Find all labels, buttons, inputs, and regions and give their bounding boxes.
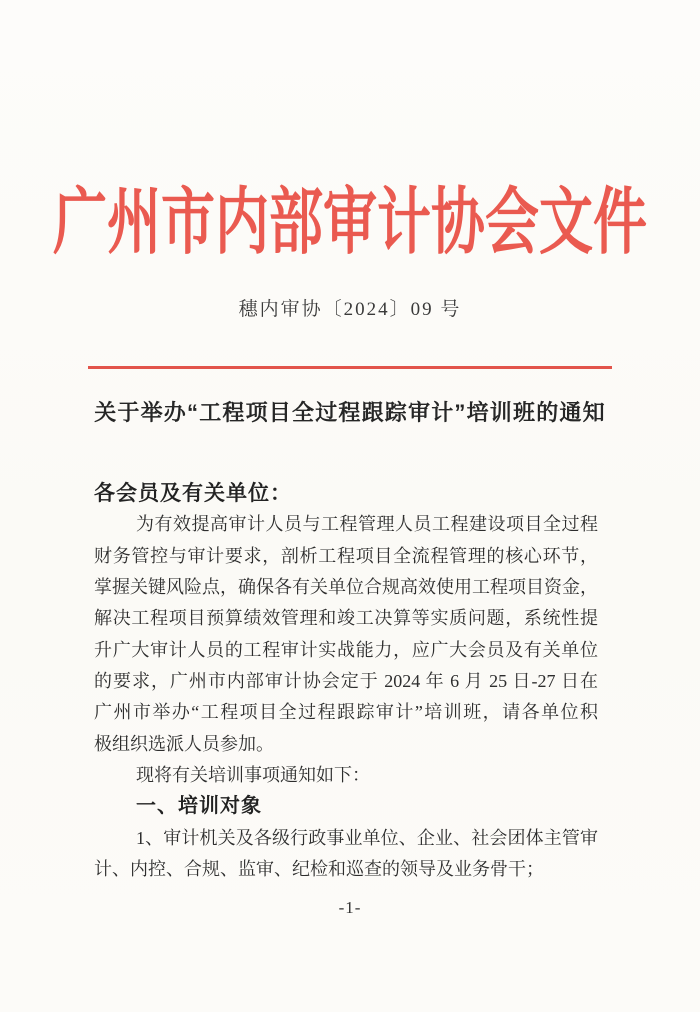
org-title: 广州市内部审计协会文件 <box>53 181 647 263</box>
red-divider-line <box>88 366 612 369</box>
body-line: 解决工程项目预算绩效管理和竣工决算等实质问题，系统性提 <box>94 608 598 629</box>
body-line: 现将有关培训事项通知如下： <box>136 765 370 786</box>
section-heading: 一、培训对象 <box>136 795 262 818</box>
body-text <box>94 478 598 885</box>
body-line: 升广大审计人员的工程审计实战能力，应广大会员及有关单位 <box>94 639 598 660</box>
salutation: 各会员及有关单位： <box>94 482 292 505</box>
body-line: 财务管控与审计要求，剖析工程项目全流程管理的核心环节， <box>94 545 598 566</box>
body-line: 计、内控、合规、监审、纪检和巡查的领导及业务骨干； <box>94 859 544 880</box>
page-number: -1- <box>338 898 362 917</box>
doc-number: 穗内审协〔2024〕09 号 <box>238 299 462 320</box>
body-line: 为有效提高审计人员与工程管理人员工程建设项目全过程 <box>136 514 598 535</box>
body-line: 广州市举办“工程项目全过程跟踪审计”培训班，请各单位积 <box>94 702 598 723</box>
body-line: 1、审计机关及各级行政事业单位、企业、社会团体主管审 <box>136 827 598 848</box>
body-line: 极组织选派人员参加。 <box>94 733 274 754</box>
body-line: 的要求，广州市内部审计协会定于 2024 年 6 月 25 日-27 日在 <box>94 671 598 692</box>
body-line: 掌握关键风险点，确保各有关单位合规高效使用工程项目资金， <box>94 577 598 598</box>
doc-heading: 关于举办“工程项目全过程跟踪审计”培训班的通知 <box>94 400 606 425</box>
